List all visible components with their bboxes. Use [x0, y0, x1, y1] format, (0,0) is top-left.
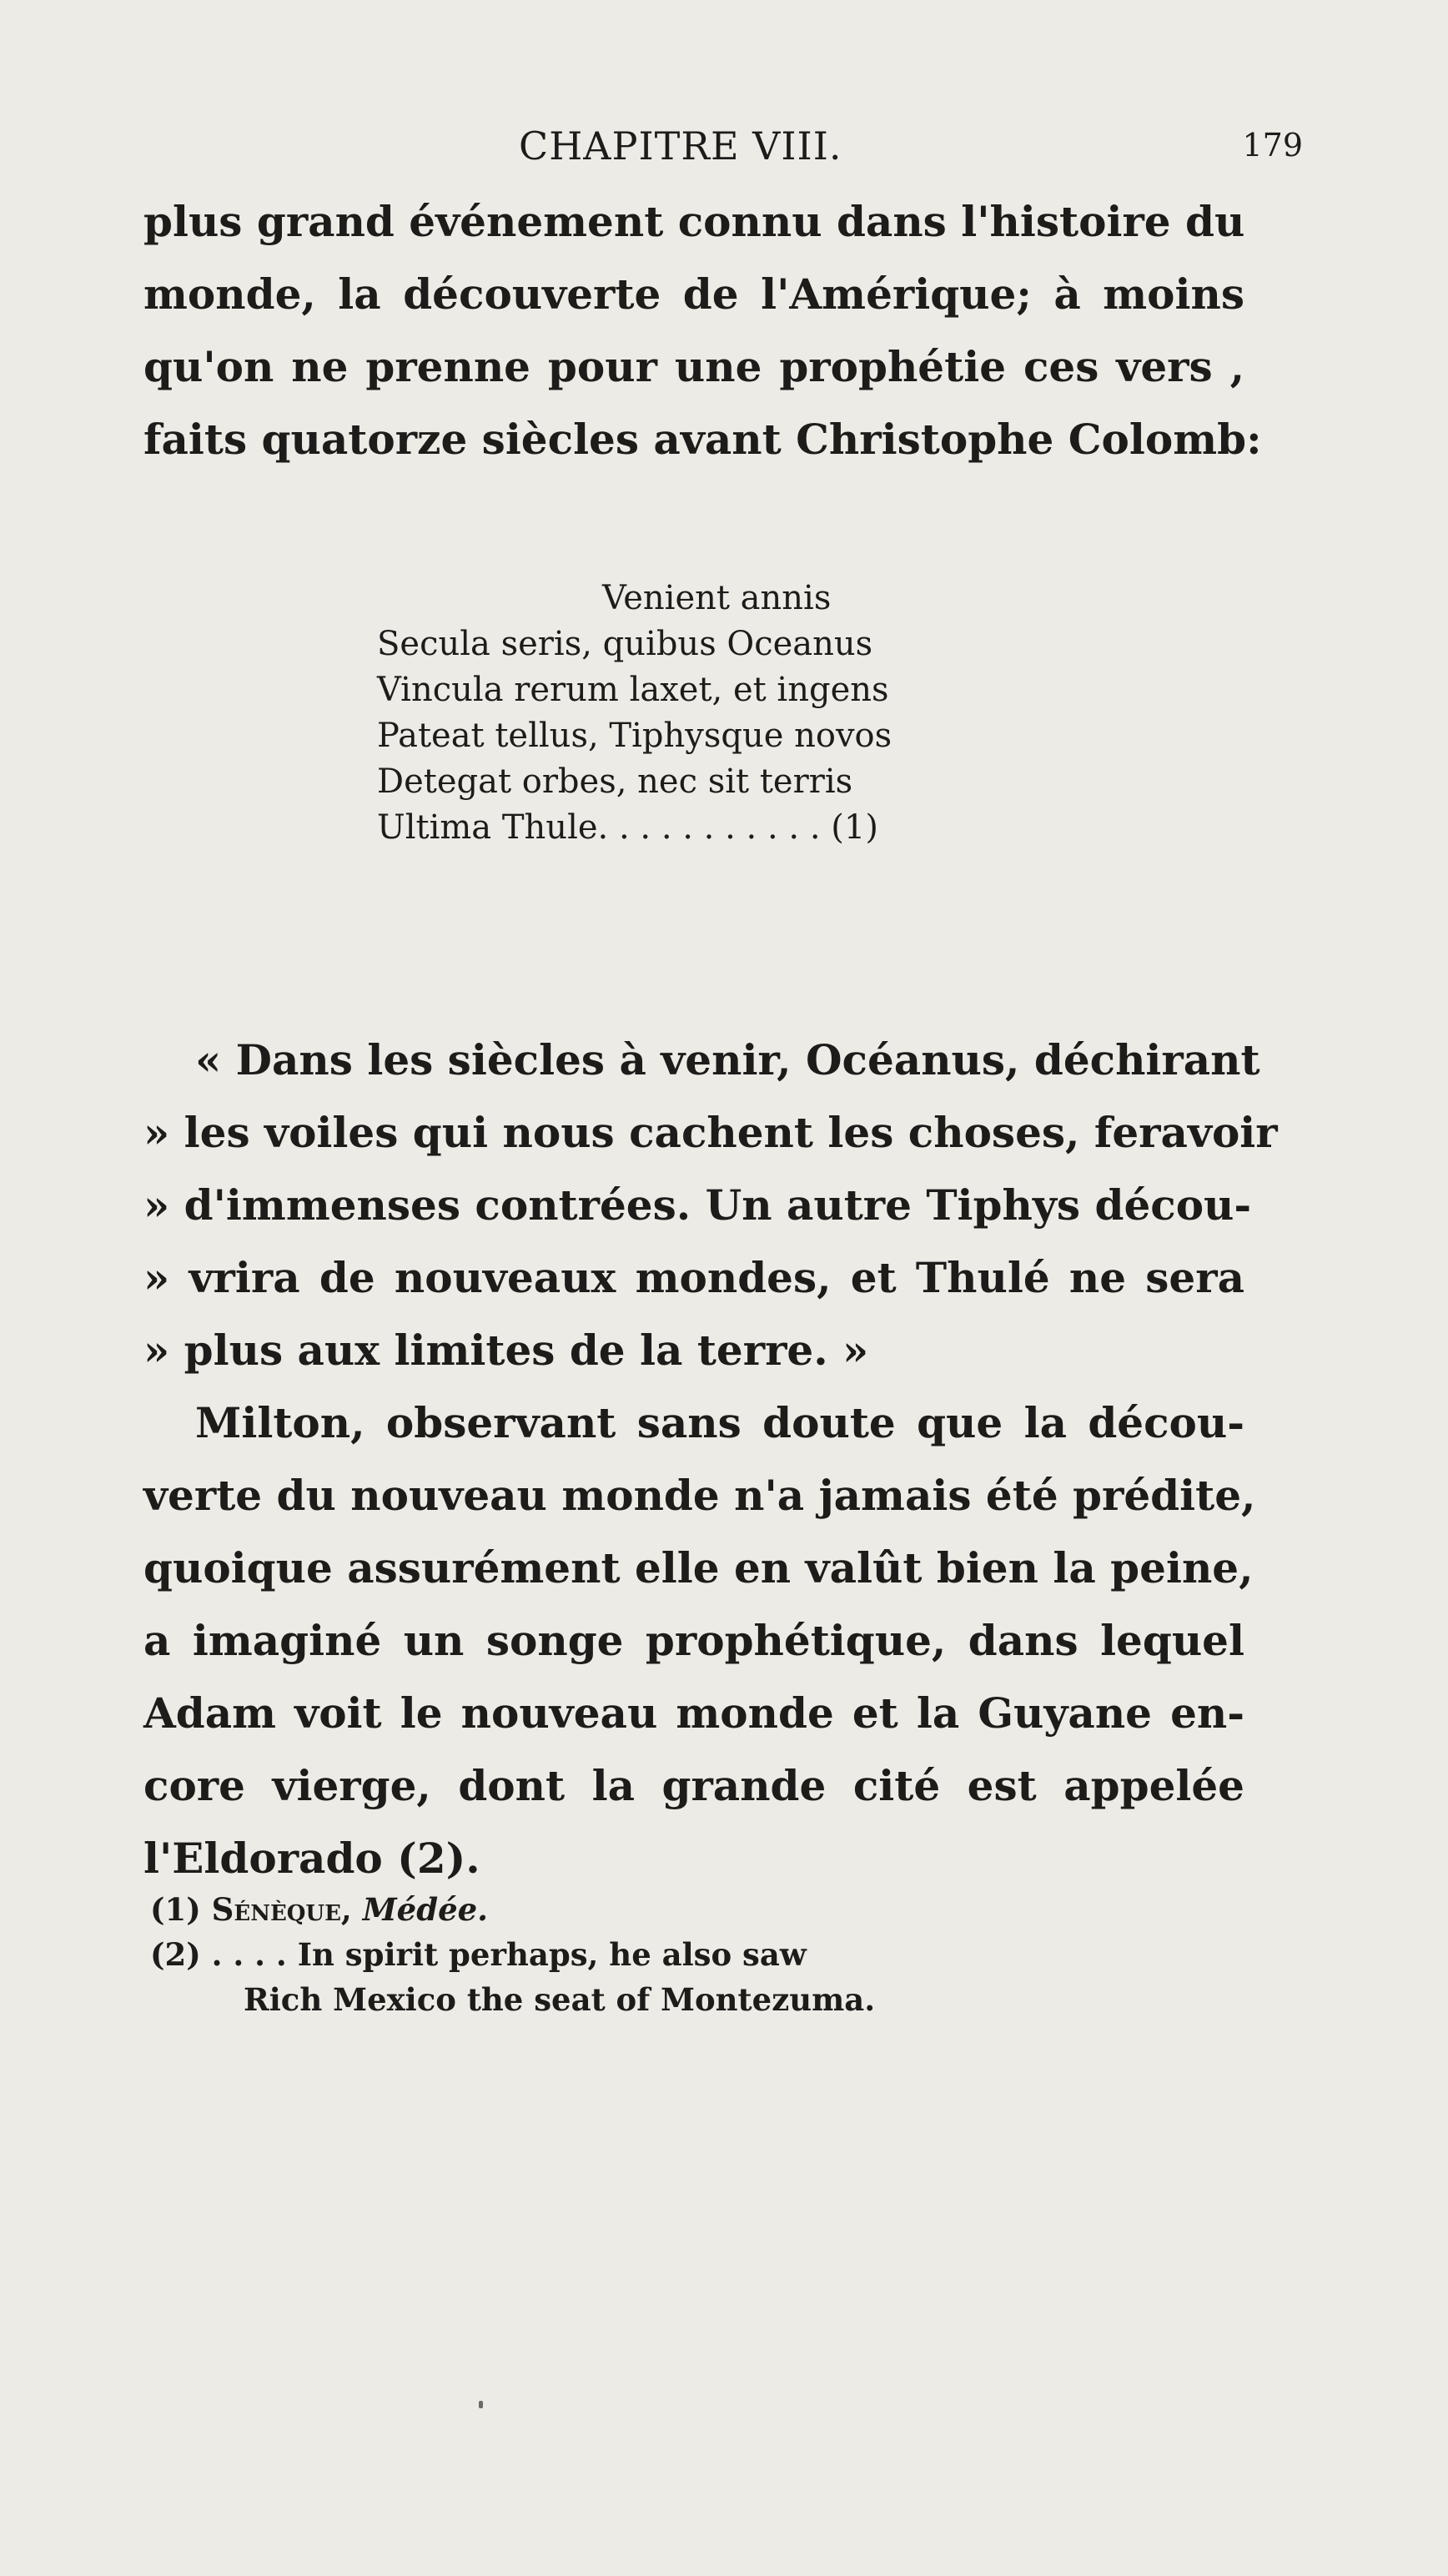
latin-verse-quotation: [377, 576, 892, 851]
footnote-1: [150, 1887, 875, 1932]
text-line: qu'on ne prenne pour une prophétie ces vers ,: [143, 342, 1244, 391]
footnote-2: (2) . . . . In spirit perhaps, he also saw: [150, 1936, 807, 1973]
text-line: Adam voit le nouveau monde et la Guyane en-: [143, 1688, 1244, 1738]
verse-line: Pateat tellus, Tiphysque novos: [377, 717, 892, 755]
verse-line: Ultima Thule. . . . . . . . . . . (1): [377, 808, 878, 847]
verse-line: Vincula rerum laxet, et ingens: [377, 671, 889, 709]
text-line: Milton, observant sans doute que la décou-: [195, 1398, 1244, 1447]
text-line: « Dans les siècles à venir, Océanus, déchirant: [195, 1035, 1260, 1084]
text-line: core vierge, dont la grande cité est appelée: [143, 1761, 1244, 1810]
text-line: faits quatorze siècles avant Christophe Colomb:: [143, 415, 1262, 464]
text-line: » vrira de nouveaux mondes, et Thulé ne sera: [143, 1253, 1244, 1302]
verse-line: Venient annis: [602, 579, 832, 617]
text-line: verte du nouveau monde n'a jamais été prédite,: [143, 1471, 1256, 1520]
running-title: CHAPITRE VIII.: [519, 123, 842, 169]
text-line: » d'immenses contrées. Un autre Tiphys décou-: [143, 1180, 1252, 1230]
text-line: monde, la découverte de l'Amérique; à moins: [143, 269, 1244, 319]
text-line: » plus aux limites de la terre. »: [143, 1326, 869, 1375]
text-line: a imaginé un songe prophétique, dans lequel: [143, 1616, 1244, 1665]
footnote-author: Sénèque: [211, 1891, 341, 1928]
verse-line: Detegat orbes, nec sit terris: [377, 762, 853, 801]
page-number: 179: [1242, 127, 1303, 164]
paragraph-intro: [143, 185, 1262, 475]
page-header: [142, 123, 1303, 174]
ink-speck: [479, 2401, 483, 2408]
footnotes: [150, 1887, 875, 2022]
text-line: » les voiles qui nous cachent les choses, feravoir: [143, 1108, 1278, 1157]
verse-line: Secula seris, quibus Oceanus: [377, 625, 873, 663]
footnote-separator: ,: [340, 1891, 352, 1928]
footnote-title: Médée.: [362, 1891, 489, 1928]
text-line: plus grand événement connu dans l'histoire du: [143, 197, 1245, 246]
translation-quotation: [143, 1024, 1278, 1386]
footnote-2-continuation: Rich Mexico the seat of Montezuma.: [244, 1981, 876, 2018]
paragraph-milton: [143, 1386, 1256, 1894]
text-line: quoique assurément elle en valût bien la peine,: [143, 1543, 1254, 1592]
text-line: l'Eldorado (2).: [143, 1834, 480, 1883]
footnote-marker: (1): [150, 1891, 201, 1928]
